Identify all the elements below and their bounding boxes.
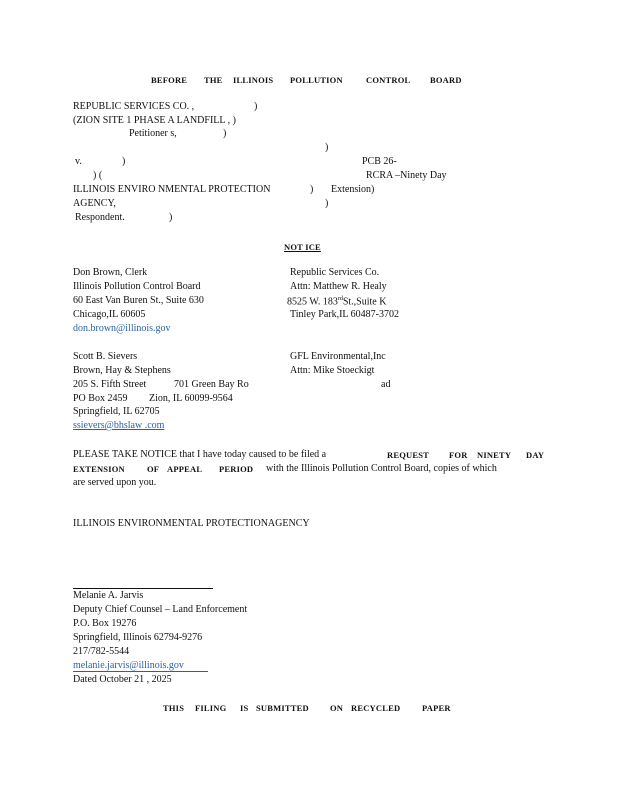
footer-word: IS [240, 703, 249, 713]
body-text: are served upon you. [73, 477, 157, 488]
heading-word: POLLUTION [290, 75, 343, 85]
footer-word: RECYCLED [351, 703, 401, 713]
heading-word: CONTROL [366, 75, 411, 85]
recipient-address: 701 Green Bay Ro [174, 379, 249, 390]
body-caps: FOR [449, 450, 468, 460]
recipient-city: Springfield, IL 62705 [73, 406, 160, 417]
signer-phone: 217/782-5544 [73, 646, 130, 657]
heading-word: THE [204, 75, 223, 85]
recipient-org: Brown, Hay & Stephens [73, 365, 171, 376]
recipient-address: 8525 W. 183rdSt.,Suite K [287, 296, 387, 308]
signer-name: Melanie A. Jarvis [73, 590, 144, 601]
body-caps: REQUEST [387, 450, 430, 460]
petitioner-label: Petitioner s, [129, 128, 177, 139]
body-caps: NINETY [477, 450, 512, 460]
recipient-name: Scott B. Sievers [73, 351, 138, 362]
footer-word: FILING [195, 703, 227, 713]
recipient-name: GFL Environmental,Inc [290, 351, 386, 362]
dated-line: Dated October 21 , 2025 [73, 674, 172, 685]
recipient-attn: Attn: Mike Stoeckigt [290, 365, 375, 376]
recipient-name: Don Brown, Clerk [73, 267, 148, 278]
body-caps: EXTENSION [73, 464, 125, 474]
case-number: PCB 26- [362, 156, 397, 167]
recipient-address: 60 East Van Buren St., Suite 630 [73, 295, 204, 306]
signing-agency: ILLINOIS ENVIRONMENTAL PROTECTIONAGENCY [73, 518, 310, 529]
body-caps: OF [147, 464, 160, 474]
footer-word: PAPER [422, 703, 451, 713]
notice-title: NOT ICE [284, 242, 321, 252]
heading-word: BOARD [430, 75, 462, 85]
recipient-email-link[interactable]: don.brown@illinois.gov [73, 323, 171, 334]
respondent-label: Respondent. [75, 212, 125, 223]
body-text: with the Illinois Pollution Control Board, copies of which [266, 463, 497, 474]
versus-label: v. [75, 156, 82, 167]
recipient-city: Tinley Park,IL 60487-3702 [290, 309, 399, 320]
signer-po-box: P.O. Box 19276 [73, 618, 137, 629]
recipient-address-cont: ad [381, 379, 391, 390]
caption-paren: ) [169, 212, 173, 223]
recipient-city: Chicago,IL 60605 [73, 309, 146, 320]
recipient-city: Zion, IL 60099-9564 [149, 393, 233, 404]
heading-word: BEFORE [151, 75, 188, 85]
recipient-email-link[interactable]: ssievers@bhslaw .com [73, 420, 165, 431]
signature-line [73, 588, 213, 589]
signer-email-link[interactable]: melanie.jarvis@illinois.gov [73, 661, 208, 672]
heading-word: ILLINOIS [233, 75, 274, 85]
case-type-extension: Extension) [331, 184, 375, 195]
signer-title: Deputy Chief Counsel – Land Enforcement [73, 604, 248, 615]
footer-word: THIS [163, 703, 185, 713]
caption-paren: ) [310, 184, 314, 195]
caption-paren: ) ( [93, 170, 103, 181]
caption-paren: ) [325, 198, 329, 209]
footer-word: ON [330, 703, 344, 713]
recipient-attn: Attn: Matthew R. Healy [290, 281, 387, 292]
recipient-name: Republic Services Co. [290, 267, 380, 278]
recipient-po-box: PO Box 2459 [73, 393, 128, 404]
respondent-name: ILLINOIS ENVIRO NMENTAL PROTECTION [73, 184, 271, 195]
petitioner-site: (ZION SITE 1 PHASE A LANDFILL , ) [73, 115, 236, 126]
respondent-agency: AGENCY, [73, 198, 116, 209]
body-text: PLEASE TAKE NOTICE that I have today caused to be filed a [73, 449, 327, 460]
body-caps: APPEAL [167, 464, 203, 474]
footer-word: SUBMITTED [256, 703, 309, 713]
body-caps: DAY [526, 450, 545, 460]
caption-paren: ) [325, 142, 329, 153]
case-type: RCRA –Ninety Day [366, 170, 447, 181]
recipient-org: Illinois Pollution Control Board [73, 281, 201, 292]
body-caps: PERIOD [219, 464, 254, 474]
recipient-address: 205 S. Fifth Street [73, 379, 147, 390]
caption-paren: ) [223, 128, 227, 139]
petitioner-name: REPUBLIC SERVICES CO. , [73, 101, 195, 112]
caption-paren: ) [254, 101, 258, 112]
caption-paren: ) [122, 156, 126, 167]
signer-city: Springfield, Illinois 62794-9276 [73, 632, 203, 643]
